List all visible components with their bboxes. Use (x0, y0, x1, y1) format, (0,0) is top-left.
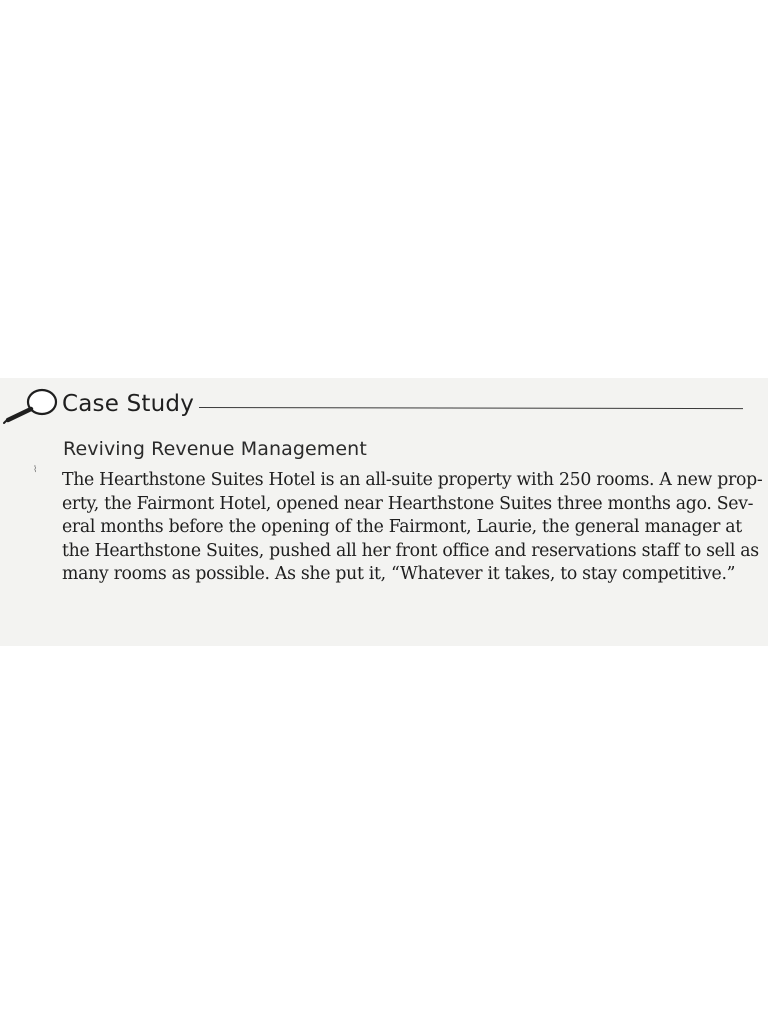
section-header-label: Case Study (62, 391, 195, 417)
body-line: erty, the Fairmont Hotel, opened near Hearthstone Suites three months ago. Sev- (62, 493, 754, 514)
header-divider (199, 407, 743, 409)
case-study-body (62, 469, 763, 587)
body-line: The Hearthstone Suites Hotel is an all-suite property with 250 rooms. A new prop- (62, 470, 763, 490)
magnifying-glass-icon (2, 383, 64, 429)
case-study-header (0, 383, 768, 429)
body-line: many rooms as possible. As she put it, “Whatever it takes, to stay competitive.” (62, 564, 736, 584)
body-line: the Hearthstone Suites, pushed all her front office and reservations staff to sell as (62, 540, 759, 561)
body-line: eral months before the opening of the Fairmont, Laurie, the general manager at (62, 517, 742, 537)
case-study-title: Reviving Revenue Management (63, 438, 367, 460)
margin-scribble: ⌇ (33, 465, 38, 475)
